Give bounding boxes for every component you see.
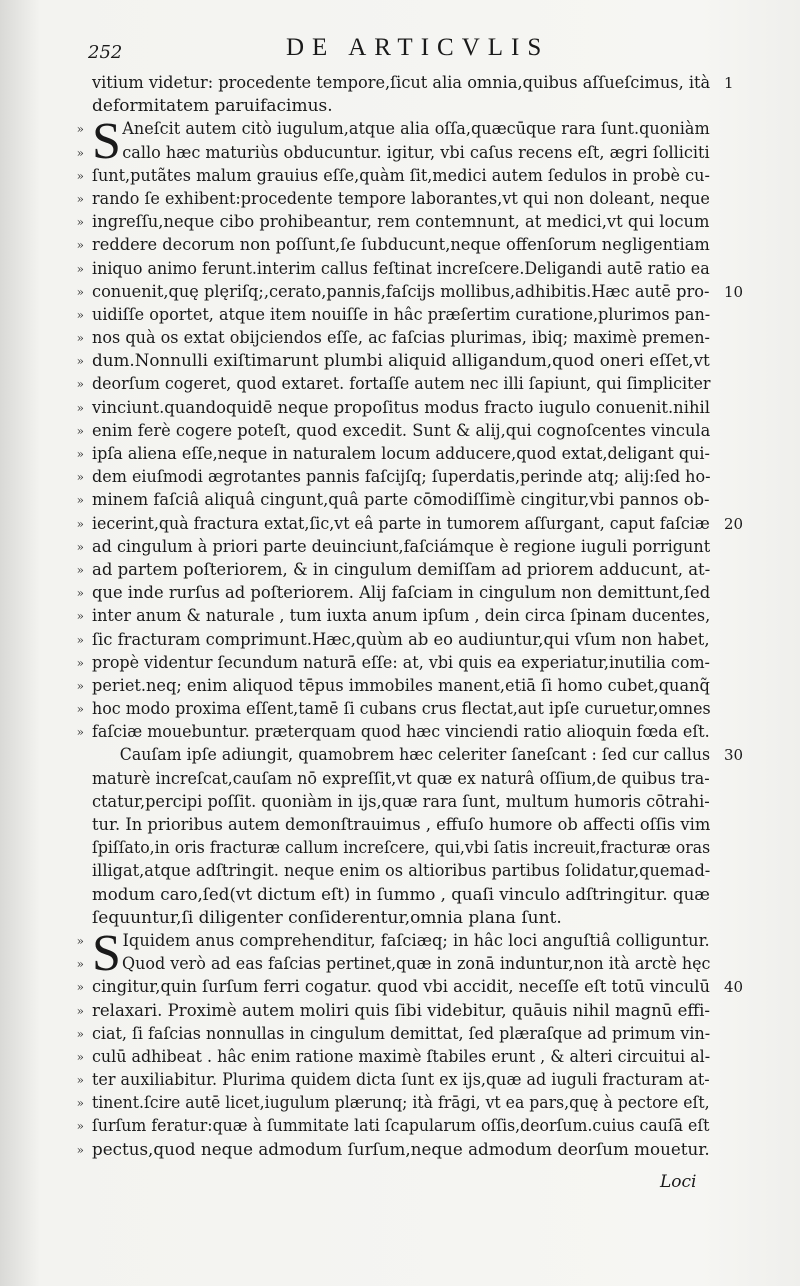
line-text: dum.Nonnulli exiſtimarunt plumbi aliquid alligandum,quod oneri eſſet,vt [92,351,710,372]
text-line [76,489,728,512]
quote-marker: » [76,122,84,137]
line-text: reddere decorum non poſſunt,ſe ſubducunt,neque offenſorum negligentiam [92,235,710,256]
line-text: tinent.ſcire autē licet,iugulum plærunq; ità frāgi, vt ea pars,quę à pectore eſt, [92,1093,710,1114]
text-line [76,1023,728,1046]
line-text: vinciunt.quandoquidē neque propoſitus modus fracto iugulo conuenit.nihil [92,397,710,418]
text-line [92,860,728,883]
drop-initial: S [92,113,121,171]
line-text: dem eiuſmodi ægrotantes pannis faſcijſq; ſuperdatis,perinde atq; alij:ſed ho- [92,467,711,488]
line-text: maturè increſcat,cauſam nō expreſſit,vt quæ ex naturâ oſſium,de quibus tra- [92,768,710,789]
quote-marker: » [76,1073,84,1088]
text-line [76,1139,728,1162]
text-line [76,652,728,675]
quote-marker: » [76,354,84,369]
text-line [76,1000,728,1023]
text-line [76,698,728,721]
line-text: callo hæc maturiùs obducuntur. igitur, vbi caſus recens eſt, ægri ſolliciti [122,142,710,163]
quote-marker: » [76,284,84,299]
quote-marker: » [76,516,84,531]
line-text: ingreſſu,neque cibo prohibeantur, rem contemnunt, at medici,vt qui locum [92,212,710,233]
line-number: 30 [724,746,744,765]
quote-marker: » [76,470,84,485]
line-text: que inde rurſus ad poſteriorem. Alij faſciam in cingulum non demittunt,ſed [92,583,711,604]
text-line [76,1115,728,1138]
quote-marker: » [76,377,84,392]
quote-marker: » [76,400,84,415]
line-number: 40 [724,978,744,997]
running-title: DE ARTICVLIS [286,34,550,61]
text-line [76,1046,728,1069]
line-text: tur. In prioribus autem demonſtrauimus , effuſo humore ob affecti oſſis vim [92,815,711,835]
quote-marker: » [76,191,84,206]
quote-marker: » [76,655,84,670]
line-text: pectus,quod neque admodum ſurſum,neque admodum deorſum mouetur. [92,1139,710,1160]
text-line [76,1069,728,1092]
text-line [92,907,728,930]
page-number: 252 [88,42,123,63]
quote-marker: » [76,586,84,601]
line-text: conuenit,quę plęriſq;,cerato,pannis,faſcijs mollibus,adhibitis.Hæc autē pro- [92,281,710,302]
catchword: Loci [660,1172,697,1192]
quote-marker: » [76,1119,84,1134]
text-line [76,397,728,420]
text-line [76,953,728,976]
body-text [76,72,744,1162]
line-text: inter anum & naturale , tum iuxta anum ipſum , dein circa ſpinam ducentes, [92,606,711,627]
line-text: ſunt,putãtes malum grauius eſſe,quàm ſit,medici autem ſedulos in probè cu- [92,165,710,186]
line-text: ſequuntur,ſi diligenter conſiderentur,omnia plana ſunt. [92,907,562,928]
quote-marker: » [76,423,84,438]
text-line [76,605,728,628]
text-line [76,675,728,698]
line-text: Quod verò ad eas faſcias pertinet,quæ in zonā induntur,non ità arctè hęc [122,954,711,975]
line-text: deorſum cogeret, quod extaret. fortaſſe autem nec illi ſapiunt, qui ſimpliciter [92,374,711,395]
line-text: culū adhibeat . hâc enim ratione maximè ſtabiles erunt , & alteri circuitui al- [92,1046,711,1067]
line-text: ad cingulum à priori parte deuinciunt,faſciámque è regione iuguli porrigunt [92,536,711,557]
text-line [76,582,728,605]
line-text: propè videntur ſecundum naturā eſſe: at, vbi quis ea experiatur,inutilia com- [92,652,710,673]
line-text: periet.neq; enim aliquod tēpus immobiles manent,etiā ſi homo cubet,quanq̃ [92,675,710,696]
line-text: ad partem poſteriorem, & in cingulum demiſſam ad priorem adducunt, at- [92,559,711,580]
text-line [92,837,728,860]
text-line [76,373,728,396]
line-text: ter auxiliabitur. Plurima quidem dicta ſunt ex ijs,quæ ad iuguli fracturam at- [92,1070,710,1091]
line-text: nos quà os extat obijciendos eſſe, ac faſcias plurimas, ibiq; maximè premen- [92,328,710,349]
text-line [92,72,734,95]
line-text: iniquo animo ferunt.interim callus feſtinat increſcere.Deligandi autē ratio ea [92,258,710,279]
quote-marker: » [76,678,84,693]
line-number: 10 [724,282,744,301]
text-line [76,976,744,999]
text-line [76,536,728,559]
text-line [76,1092,728,1115]
quote-marker: » [76,562,84,577]
text-line [76,420,728,443]
quote-marker: » [76,238,84,253]
text-line [76,165,728,188]
text-line [92,884,728,907]
quote-marker: » [76,980,84,995]
text-line [76,350,728,373]
line-text: uidiſſe oportet, atque item nouiſſe in hâc præſertim curatione,plurimos pan- [92,304,711,325]
line-text: ciat, ſi faſcias nonnullas in cingulum demittat, ſed plæraſque ad primum vin- [92,1023,711,1044]
quote-marker: » [76,1096,84,1111]
line-text: relaxari. Proximè autem moliri quis ſibi videbitur, quāuis nihil magnū effi- [92,1000,711,1021]
quote-marker: » [76,331,84,346]
line-text: iecerint,quà fractura extat,ſic,vt eâ parte in tumorem aſſurgant, caput faſciæ [92,513,710,534]
text-line [76,211,728,234]
quote-marker: » [76,215,84,230]
text-line [76,721,728,744]
quote-marker: » [76,957,84,972]
quote-marker: » [76,632,84,647]
text-line [76,142,728,165]
text-line [76,466,728,489]
line-text: illigat,atque adſtringit. neque enim os altioribus partibus ſolidatur,quemad- [92,861,711,882]
quote-marker: » [76,539,84,554]
line-text: modum caro,ſed(vt dictum eſt) in ſummo , quaſi vinculo adſtringitur. quæ [92,884,710,905]
line-text: ipſa aliena eſſe,neque in naturalem locum adducere,quod extat,deligant qui- [92,444,710,464]
quote-marker: » [76,447,84,461]
line-text: minem faſciâ aliquâ cingunt,quâ parte cōmodiſſimè cingitur,vbi pannos ob- [92,490,710,511]
quote-marker: » [76,261,84,276]
text-line [92,768,728,791]
quote-marker: » [76,1026,84,1041]
text-line [76,327,728,350]
line-number: 1 [724,74,734,92]
line-text: Aneſcit autem citò iugulum,atque alia oſſa,quæcūque rara ſunt.quoniàm [122,119,710,140]
line-text: hoc modo proxima eſſent,tamē ſi cubans crus flectat,aut ipſe curuetur,omnes [92,699,711,720]
quote-marker: » [76,725,84,740]
quote-marker: » [76,933,84,948]
text-line [92,791,728,814]
text-line [92,744,744,767]
text-line [92,95,728,118]
line-text: cingitur,quin ſurſum ferri cogatur. quod vbi accidit, neceſſe eſt totū vinculū [92,977,710,998]
text-line [76,304,728,327]
quote-marker: » [76,145,84,160]
line-text: deformitatem paruifacimus. [92,96,333,117]
text-line [92,814,728,837]
line-text: vitium videtur: procedente tempore,ſicut alia omnia,quibus aſſueſcimus, ità [92,73,711,93]
page-header [88,30,728,64]
line-text: ſic fracturam comprimunt.Hæc,quùm ab eo audiuntur,qui vſum non habet, [92,629,710,650]
text-line [76,234,728,257]
line-text: ſpiſſato,in oris fracturæ callum increſcere, qui,vbi ſatis increuit,fracturæ oras [92,838,711,859]
line-text: ſurſum feratur:quæ à ſummitate lati ſcapularum oſſis,deorſum.cuius cauſā eſt [92,1116,710,1137]
text-line [76,281,744,304]
quote-marker: » [76,609,84,624]
line-text: faſciæ mouebuntur. præterquam quod hæc vinciendi ratio alioquin fœda eſt. [92,722,710,743]
quote-marker: » [76,1142,84,1157]
drop-initial: S [92,924,121,982]
text-line [76,513,744,536]
quote-marker: » [76,1049,84,1064]
quote-marker: » [76,702,84,717]
line-text: rando ſe exhibent:procedente tempore laborantes,vt qui non doleant, neque [92,188,710,209]
quote-marker: » [76,168,84,183]
text-line [76,629,728,652]
line-text: enim ferè cogere poteſt, quod excedit. Sunt & alij,qui cognoſcentes vincula [92,420,711,441]
text-line [76,443,728,466]
text-line [76,188,728,211]
text-line [76,559,728,582]
quote-marker: » [76,1003,84,1018]
line-number: 20 [724,514,744,533]
line-text: Cauſam ipſe adiungit, quamobrem hæc celeriter ſaneſcant : ſed cur callus [119,745,711,766]
quote-marker: » [76,307,84,322]
text-line [76,258,728,281]
line-text: Iquidem anus comprehenditur, faſciæq; in hâc loci anguſtiâ colliguntur. [122,930,710,951]
quote-marker: » [76,493,84,508]
line-text: ctatur,percipi poſſit. quoniàm in ijs,quæ rara ſunt, multum humoris cōtrahi- [92,791,710,812]
